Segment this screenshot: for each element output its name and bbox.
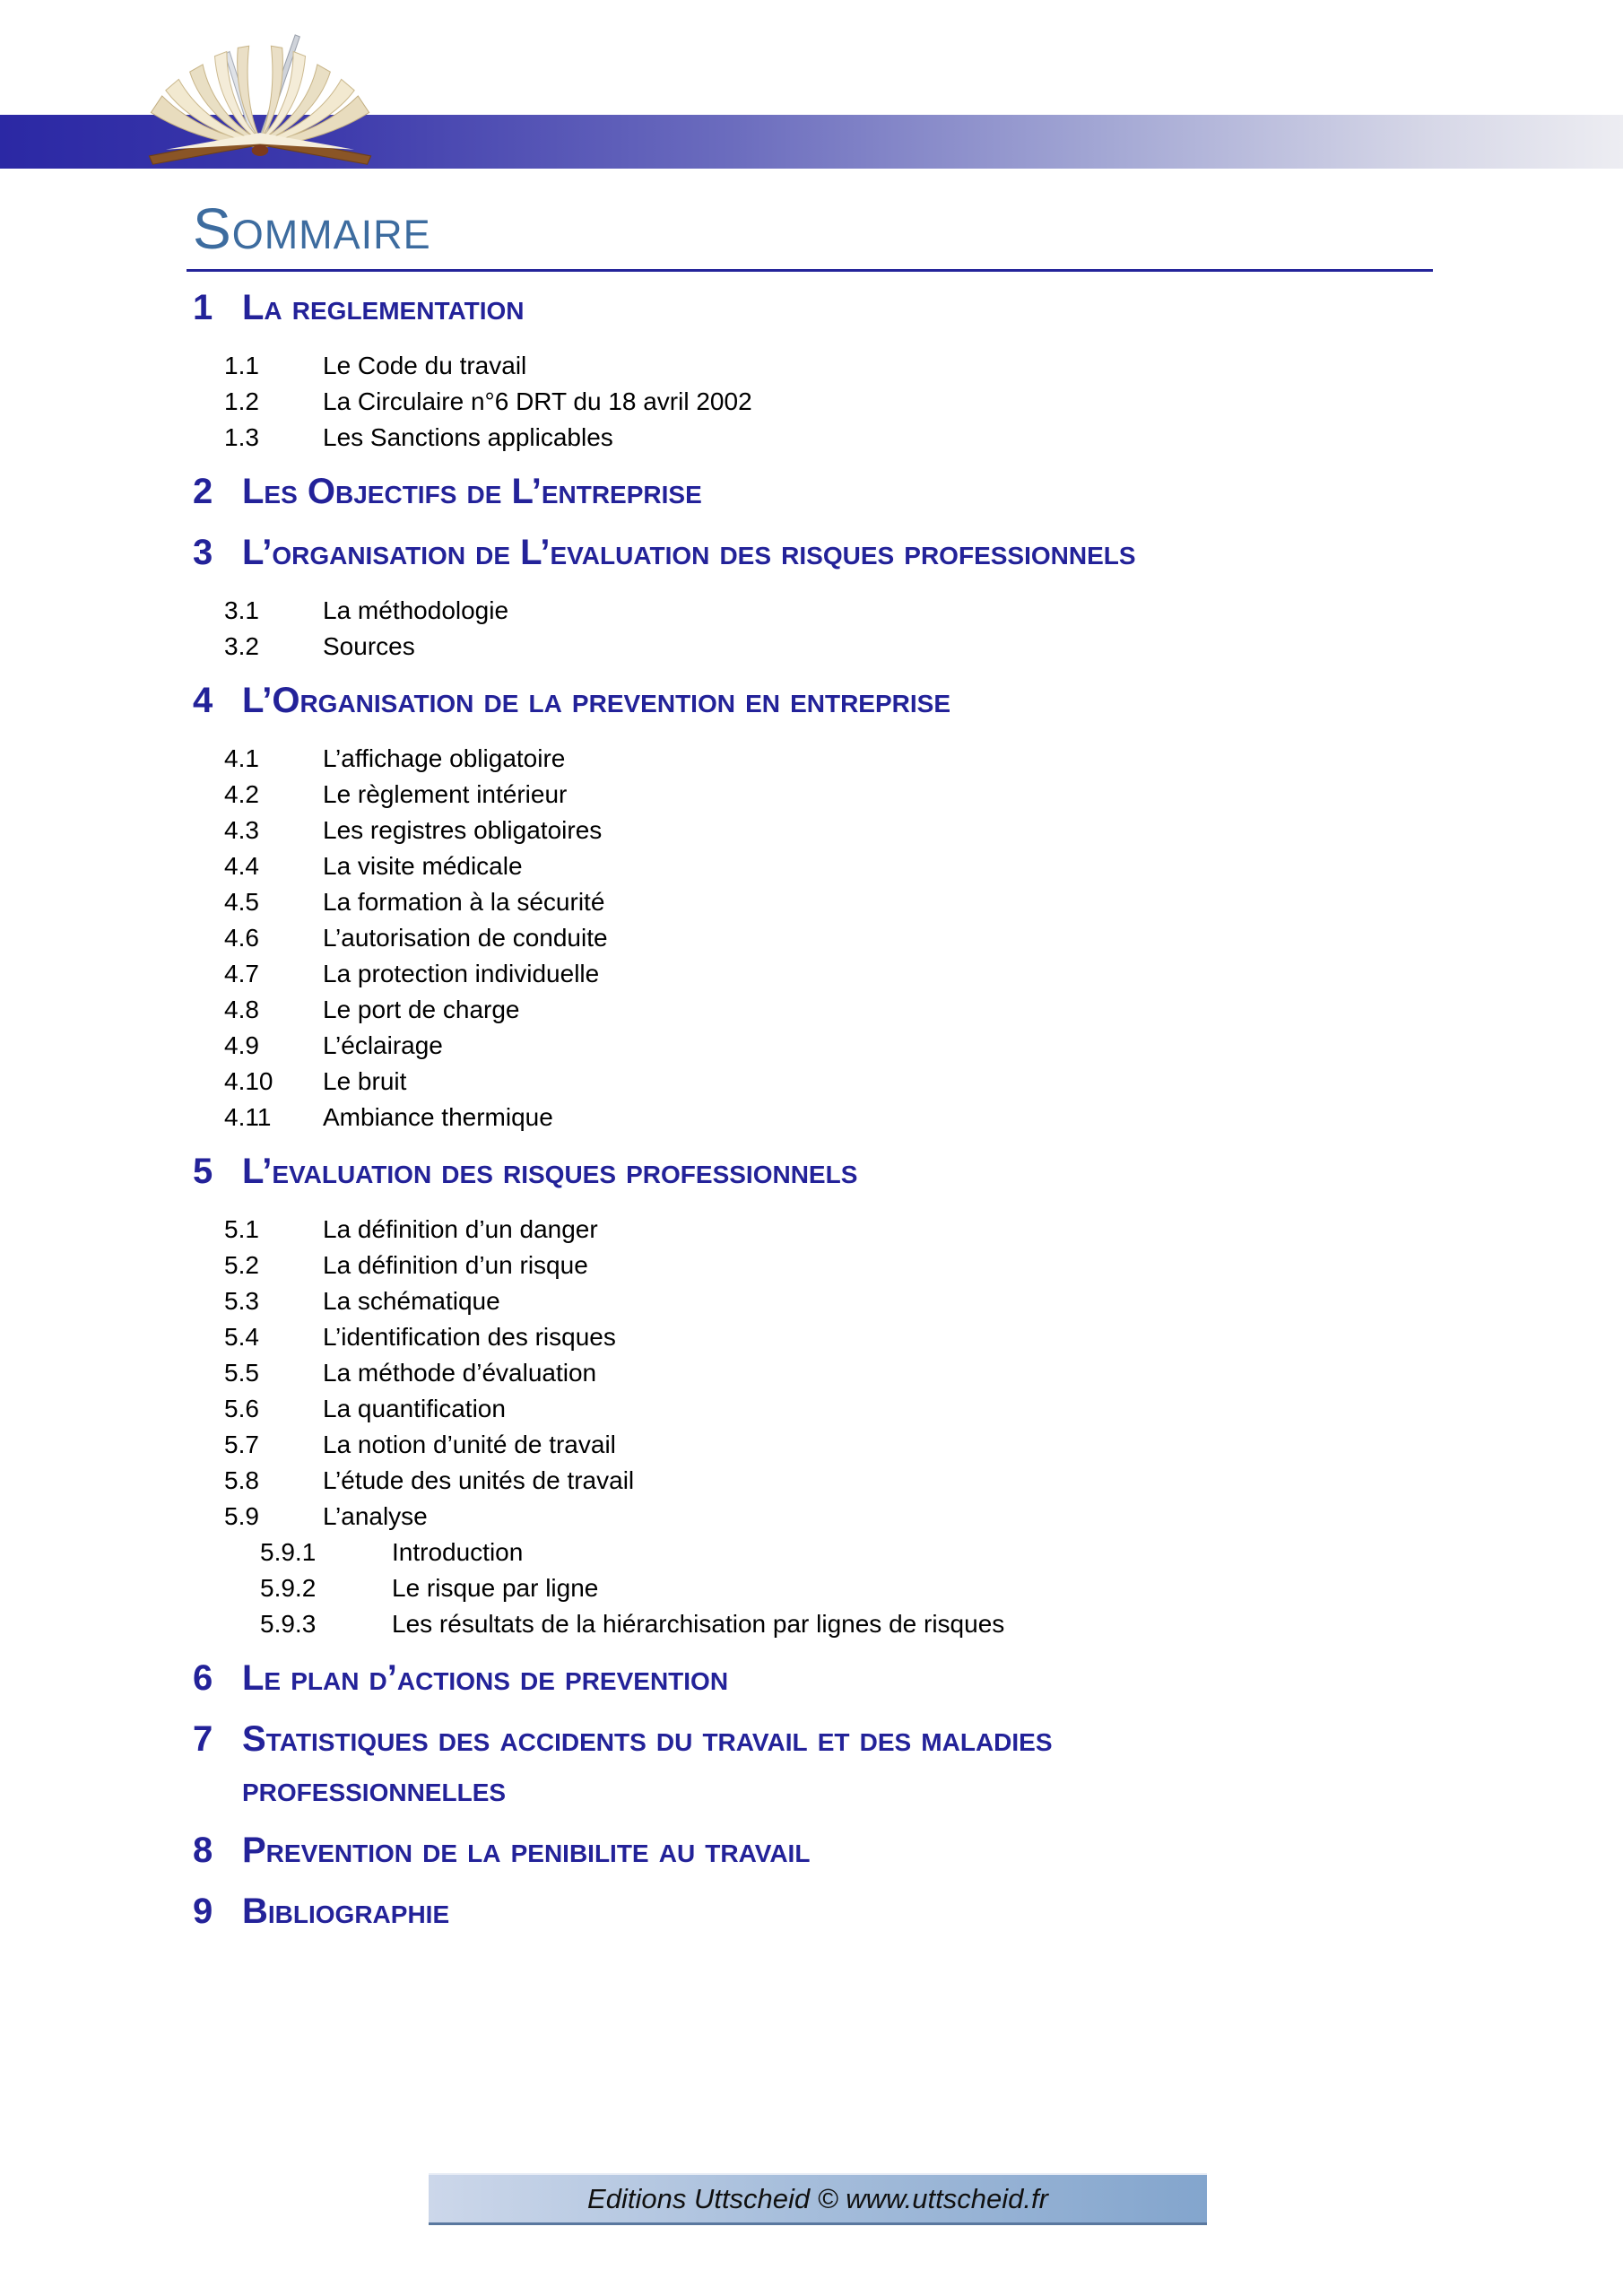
entry-label: Les registres obligatoires	[323, 816, 603, 844]
toc-group-3	[0, 593, 1623, 665]
toc-entry	[224, 1064, 1623, 1100]
entry-number: 4.1	[224, 744, 259, 772]
entry-number: 4.8	[224, 996, 259, 1023]
section-number: 7	[193, 1719, 213, 1759]
section-number: 4	[193, 681, 213, 720]
toc-entry	[224, 741, 1623, 777]
section-title: Les Objectifs de L’entreprise	[242, 472, 702, 511]
entry-label: La quantification	[323, 1395, 506, 1422]
section-title: Bibliographie	[242, 1892, 450, 1931]
entry-number: 1.2	[224, 387, 259, 415]
entry-label: La définition d’un danger	[323, 1215, 598, 1243]
entry-label: Les résultats de la hiérarchisation par lignes de risques	[392, 1610, 1005, 1638]
entry-label: L’affichage obligatoire	[323, 744, 566, 772]
entry-number: 4.9	[224, 1031, 259, 1059]
header-banner	[0, 0, 1623, 169]
toc-entry-sub	[260, 1570, 1623, 1606]
entry-label: L’autorisation de conduite	[323, 924, 608, 952]
title-rule	[187, 269, 1433, 272]
entry-label: La visite médicale	[323, 852, 523, 880]
section-number: 5	[193, 1152, 213, 1191]
entry-number: 5.4	[224, 1323, 259, 1351]
toc-entry	[224, 1391, 1623, 1427]
toc-section-heading-5	[193, 1146, 1623, 1196]
section-title-line1: Statistiques des accidents du travail et des maladies	[242, 1719, 1053, 1759]
entry-label: Le risque par ligne	[392, 1574, 599, 1602]
entry-label: Les Sanctions applicables	[323, 423, 613, 451]
toc-entry	[224, 956, 1623, 992]
toc-section-heading-2	[193, 466, 1623, 517]
toc-entry	[224, 920, 1623, 956]
entry-label: La schématique	[323, 1287, 500, 1315]
entry-label: Introduction	[392, 1538, 524, 1566]
section-title: Le plan d’actions de prevention	[242, 1658, 729, 1698]
entry-label: La formation à la sécurité	[323, 888, 605, 916]
table-of-contents	[0, 283, 1623, 1936]
section-number: 9	[193, 1892, 213, 1931]
section-title: L’Organisation de la prevention en entreprise	[242, 681, 951, 720]
entry-number: 5.1	[224, 1215, 259, 1243]
toc-group-5	[0, 1212, 1623, 1642]
toc-entry	[224, 1283, 1623, 1319]
section-number: 8	[193, 1831, 213, 1870]
toc-group-1	[0, 348, 1623, 456]
entry-number: 4.4	[224, 852, 259, 880]
entry-label: La méthode d’évaluation	[323, 1359, 597, 1387]
toc-entry	[224, 1319, 1623, 1355]
entry-number: 4.5	[224, 888, 259, 916]
toc-entry-sub	[260, 1606, 1623, 1642]
toc-entry	[224, 420, 1623, 456]
toc-section-heading-6	[193, 1653, 1623, 1703]
toc-entry	[224, 1463, 1623, 1499]
entry-label: Sources	[323, 632, 415, 660]
section-number: 2	[193, 472, 213, 511]
entry-number: 1.3	[224, 423, 259, 451]
toc-entry	[224, 1427, 1623, 1463]
entry-number: 5.3	[224, 1287, 259, 1315]
footer-text: Editions Uttscheid © www.uttscheid.fr	[587, 2182, 1048, 2214]
toc-section-heading-9	[193, 1886, 1623, 1936]
toc-entry	[224, 777, 1623, 813]
entry-label: Le bruit	[323, 1067, 407, 1095]
entry-number: 4.11	[224, 1103, 272, 1131]
toc-section-heading-8	[193, 1825, 1623, 1875]
entry-number: 4.2	[224, 780, 259, 808]
toc-entry	[224, 1248, 1623, 1283]
toc-entry	[224, 848, 1623, 884]
entry-number: 5.6	[224, 1395, 259, 1422]
toc-entry	[224, 1499, 1623, 1535]
toc-entry	[224, 1355, 1623, 1391]
toc-section-heading-4	[193, 675, 1623, 726]
entry-number: 5.2	[224, 1251, 259, 1279]
entry-label: L’éclairage	[323, 1031, 443, 1059]
entry-number: 4.7	[224, 960, 259, 987]
footer-banner	[429, 2173, 1207, 2225]
entry-label: La notion d’unité de travail	[323, 1431, 616, 1458]
toc-entry	[224, 813, 1623, 848]
entry-number: 3.1	[224, 596, 259, 624]
entry-label: Ambiance thermique	[323, 1103, 553, 1131]
entry-label: L’analyse	[323, 1502, 428, 1530]
entry-label: Le règlement intérieur	[323, 780, 568, 808]
open-book-icon	[140, 27, 380, 169]
section-title: L’organisation de L’evaluation des risques professionnels	[242, 533, 1136, 572]
entry-label: La Circulaire n°6 DRT du 18 avril 2002	[323, 387, 752, 415]
toc-section-heading-7	[193, 1714, 1623, 1814]
entry-label: La protection individuelle	[323, 960, 600, 987]
entry-label: Le port de charge	[323, 996, 520, 1023]
entry-number: 1.1	[224, 352, 259, 379]
toc-entry	[224, 629, 1623, 665]
entry-number: 5.9.2	[260, 1574, 317, 1602]
entry-label: Le Code du travail	[323, 352, 527, 379]
toc-entry	[224, 348, 1623, 384]
section-title-line2: professionnelles	[242, 1770, 507, 1809]
entry-number: 5.9	[224, 1502, 259, 1530]
toc-entry	[224, 1028, 1623, 1064]
entry-label: L’identification des risques	[323, 1323, 616, 1351]
page-title: Sommaire	[193, 196, 431, 261]
entry-number: 3.2	[224, 632, 259, 660]
entry-number: 5.5	[224, 1359, 259, 1387]
section-number: 1	[193, 288, 213, 327]
entry-number: 5.9.1	[260, 1538, 317, 1566]
toc-entry	[224, 992, 1623, 1028]
entry-label: La méthodologie	[323, 596, 509, 624]
entry-number: 4.6	[224, 924, 259, 952]
toc-group-4	[0, 741, 1623, 1135]
entry-number: 5.9.3	[260, 1610, 317, 1638]
toc-section-heading-1	[193, 283, 1623, 333]
entry-label: L’étude des unités de travail	[323, 1466, 635, 1494]
section-title: L’evaluation des risques professionnels	[242, 1152, 858, 1191]
toc-entry	[224, 384, 1623, 420]
entry-number: 5.7	[224, 1431, 259, 1458]
toc-entry	[224, 1100, 1623, 1135]
toc-entry	[224, 593, 1623, 629]
section-title: La reglementation	[242, 288, 525, 327]
entry-number: 5.8	[224, 1466, 259, 1494]
section-number: 3	[193, 533, 213, 572]
toc-section-heading-3	[193, 527, 1623, 578]
entry-number: 4.10	[224, 1067, 273, 1095]
toc-entry	[224, 884, 1623, 920]
section-number: 6	[193, 1658, 213, 1698]
entry-number: 4.3	[224, 816, 259, 844]
entry-label: La définition d’un risque	[323, 1251, 588, 1279]
toc-entry	[224, 1212, 1623, 1248]
section-title: Prevention de la penibilite au travail	[242, 1831, 811, 1870]
toc-entry-sub	[260, 1535, 1623, 1570]
